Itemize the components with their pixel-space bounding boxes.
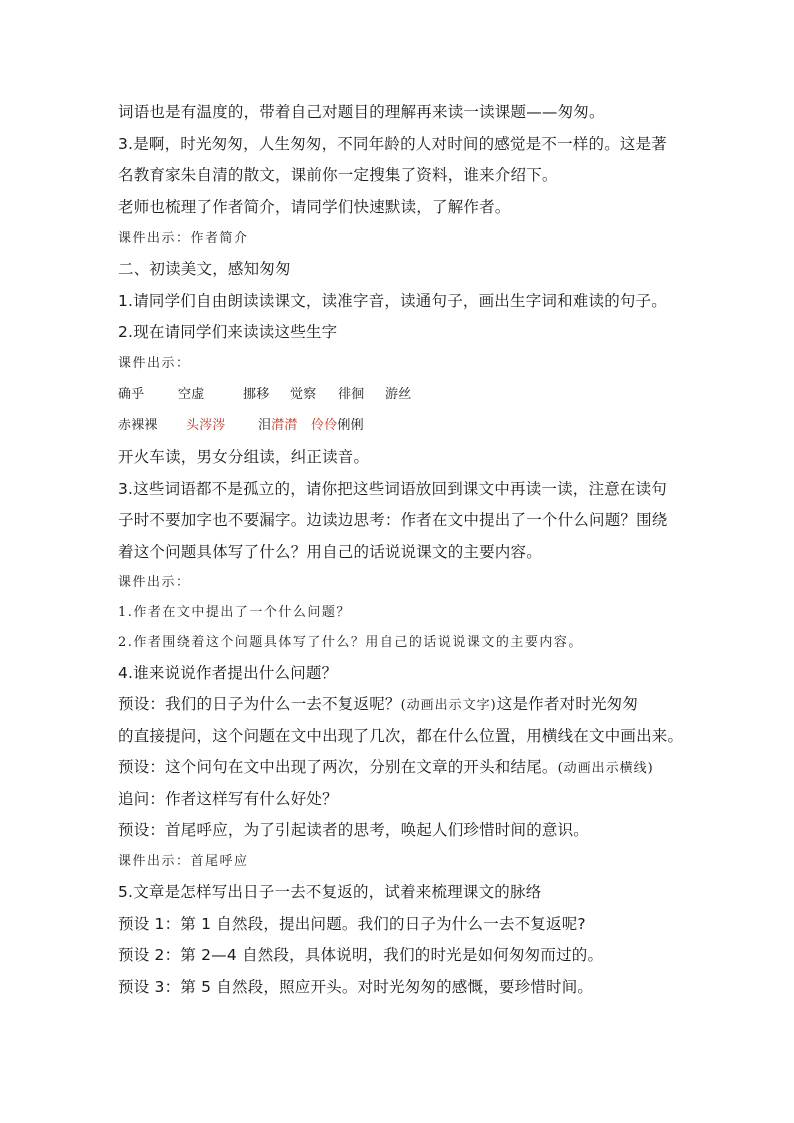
answer-text: 这是作者对时光匆匆 — [496, 695, 639, 713]
vocab-word — [258, 416, 298, 436]
slide-note: 课件出示：首尾呼应 — [118, 854, 249, 869]
answer-text: 预设：这个问句在文中出现了两次，分别在文章的开头和结尾。 — [118, 758, 558, 776]
paragraph-line: 老师也梳理了作者简介，请同学们快速默读，了解作者。 — [118, 198, 511, 216]
vocab-word: 觉察 — [290, 387, 317, 402]
paragraph-line: 5.文章是怎样写出日子一去不复返的，试着来梳理课文的脉络 — [118, 883, 542, 901]
paragraph-line: 3.是啊，时光匆匆，人生匆匆，不同年龄的人对时间的感觉是不一样的。这是著 — [118, 135, 667, 153]
vocab-char: 泪 — [258, 418, 272, 433]
paragraph-line: 预设 1：第 1 自然段，提出问题。我们的日子为什么一去不复返呢? — [118, 915, 586, 933]
vocab-word: 头涔涔 — [186, 418, 226, 433]
slide-question: 2.作者围绕着这个问题具体写了什么？用自己的话说说课文的主要内容。 — [118, 635, 583, 650]
paragraph-line: 追问：作者这样写有什么好处？ — [118, 790, 338, 808]
answer-text: 预设：我们的日子为什么一去不复返呢？ — [118, 695, 401, 713]
paragraph-line — [118, 757, 688, 779]
paragraph-line: 4.谁来说说作者提出什么问题？ — [118, 664, 338, 682]
paragraph-line: 预设 3：第 5 自然段，照应开头。对时光匆匆的感慨，要珍惜时间。 — [118, 978, 594, 996]
vocab-word: 游丝 — [385, 387, 412, 402]
slide-note: 课件出示： — [118, 356, 191, 371]
vocab-char-highlight: 潸潸 — [271, 418, 298, 433]
paragraph-line: 词语也是有温度的，带着自己对题目的理解再来读一读课题——匆匆。 — [118, 103, 605, 121]
vocab-char: 俐俐 — [337, 418, 364, 433]
vocab-word: 赤裸裸 — [118, 418, 158, 433]
vocab-word: 确乎 — [118, 387, 145, 402]
section-heading: 二、初读美文，感知匆匆 — [118, 260, 291, 278]
paragraph-line: 2.现在请同学们来读读这些生字 — [118, 323, 338, 341]
vocab-word: 徘徊 — [338, 387, 365, 402]
paragraph-line — [118, 694, 688, 716]
slide-note: 课件出示： — [118, 575, 191, 590]
paragraph-line: 3.这些词语都不是孤立的，请你把这些词语放回到课文中再读一读，注意在读句 — [118, 480, 667, 498]
vocab-word: 空虚 — [178, 387, 205, 402]
vocab-char-highlight: 伶伶 — [311, 418, 338, 433]
paragraph-line: 开火车读，男女分组读，纠正读音。 — [118, 448, 370, 466]
paragraph-line: 名教育家朱自清的散文，课前你一定搜集了资料，谁来介绍下。 — [118, 166, 558, 184]
paragraph-line: 预设 2：第 2—4 自然段，具体说明，我们的时光是如何匆匆而过的。 — [118, 946, 604, 964]
paragraph-line: 着这个问题具体写了什么？用自己的话说说课文的主要内容。 — [118, 543, 542, 561]
paragraph-line: 1.请同学们自由朗读读课文，读准字音，读通句子，画出生字词和难读的句子。 — [118, 292, 667, 310]
vocab-word — [311, 416, 364, 436]
slide-note: 课件出示：作者简介 — [118, 231, 249, 246]
paragraph-line: 子时不要加字也不要漏字。边读边思考：作者在文中提出了一个什么问题？围绕 — [118, 511, 668, 529]
vocab-word: 挪移 — [243, 387, 270, 402]
animation-note: (动画出示横线) — [557, 761, 654, 776]
slide-question: 1.作者在文中提出了一个什么问题？ — [118, 605, 351, 620]
animation-note: (动画出示文字) — [400, 698, 497, 713]
paragraph-line: 的直接提问，这个问题在文中出现了几次，都在什么位置，用横线在文中画出来。 — [118, 727, 684, 745]
paragraph-line: 预设：首尾呼应，为了引起读者的思考，唤起人们珍惜时间的意识。 — [118, 821, 590, 839]
